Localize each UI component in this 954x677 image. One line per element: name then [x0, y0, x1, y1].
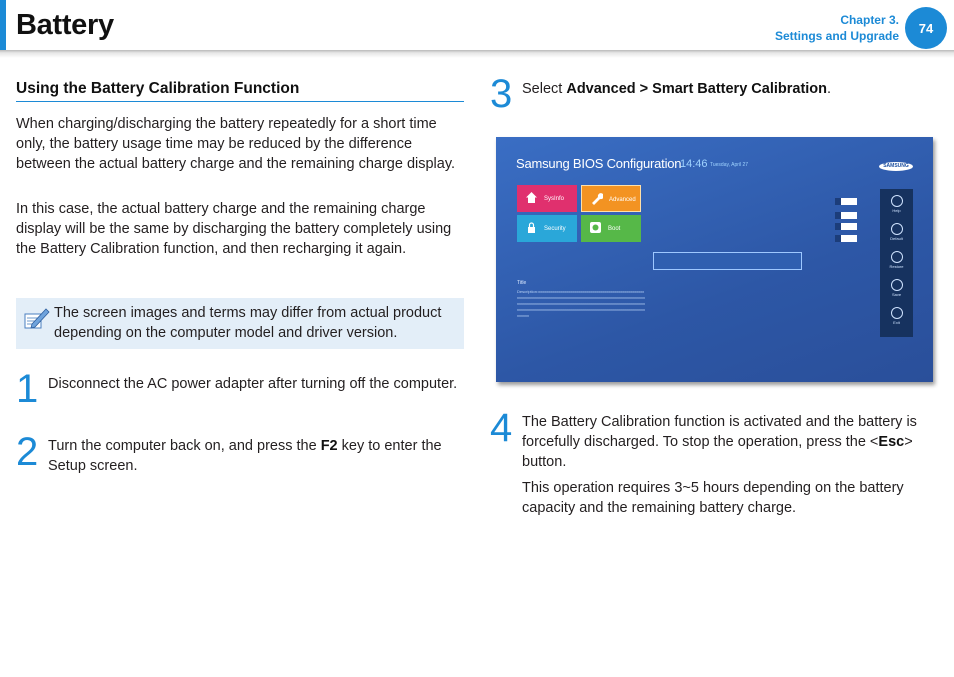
step-4-extra-text: This operation requires 3~5 hours depending on the battery capacity and the remaining battery charge.: [522, 480, 904, 516]
samsung-logo: SAMSUNG: [879, 162, 913, 171]
save-icon: [891, 279, 903, 291]
bios-tile-advanced[interactable]: Advanced: [581, 185, 641, 212]
bios-desc-text: Description:xxxxxxxxxxxxxxxxxxxxxxxxxxxxxxxxxxxxxxxxxxxxxxxxxxxxxxxxxxxxxxxxxxxxxxxxxxxxxxxxxxxxxxxxxxxxxxxxxxxxxxxxxxxxxxxxxxxxxxxxxxxxxxxxxxxxxxxxxxxxxxxxxxxxxxxxxxxxxxxxxxxxxxxxxxxxxxxxxxxxxxxxxxxxxxxxxxxxxxxxxxxxxxxxxxxxxxxxxxxxxxxxxxxxxxxxxxxxxxxxxxxxxxxxxxx: [517, 289, 645, 318]
key-f2: F2: [320, 438, 338, 454]
step-2-text: Turn the computer back on, and press the F2 key to enter the Setup screen.: [48, 438, 442, 474]
intro-paragraph-2: In this case, the actual battery charge and the remaining charge display will be the same by discharging the battery completely using the Battery Calibration function, and then recharging it again.: [16, 201, 452, 257]
bios-restore-button[interactable]: Restore: [880, 251, 913, 269]
bios-time: 14:46: [680, 158, 708, 170]
bios-help-button[interactable]: Help: [880, 195, 913, 213]
bios-toggle-1[interactable]: [835, 198, 857, 205]
bios-tile-security[interactable]: Security: [517, 215, 577, 242]
lock-icon: [525, 221, 538, 234]
menu-path: Advanced > Smart Battery Calibration: [566, 81, 828, 97]
note-box: [16, 298, 464, 349]
bios-sidebar: [880, 189, 913, 337]
bios-toggle-4[interactable]: [835, 235, 857, 242]
bios-tile-sysinfo[interactable]: SysInfo: [517, 185, 577, 212]
chapter-label: [775, 12, 899, 44]
step-1-number: 1: [16, 367, 39, 411]
chapter-number: Chapter 3.: [840, 13, 899, 27]
note-text: The screen images and terms may differ from actual product depending on the computer model and driver version.: [54, 305, 442, 341]
bios-save-button[interactable]: Save: [880, 279, 913, 297]
header-divider: [0, 50, 954, 58]
help-icon: [891, 195, 903, 207]
bios-desc-title: Title: [517, 280, 527, 286]
bios-screenshot: [496, 137, 933, 382]
bios-title: Samsung BIOS Configuration: [516, 156, 682, 171]
wrench-icon: [590, 192, 603, 205]
bios-selection-field[interactable]: [653, 252, 802, 270]
default-icon: [891, 223, 903, 235]
bios-toggle-2[interactable]: [835, 212, 857, 219]
bios-exit-button[interactable]: Exit: [880, 307, 913, 325]
power-icon: [589, 221, 602, 234]
key-esc: Esc: [878, 434, 905, 450]
step-1-text: Disconnect the AC power adapter after turning off the computer.: [48, 376, 458, 392]
section-heading: Using the Battery Calibration Function: [16, 80, 464, 102]
intro-paragraph-1: When charging/discharging the battery repeatedly for a short time only, the battery usage time may be reduced by the difference between the actual battery charge and the remaining charge display.: [16, 116, 456, 172]
bios-toggle-3[interactable]: [835, 223, 857, 230]
note-pencil-icon: [22, 306, 50, 332]
header-accent-bar: [0, 0, 6, 50]
exit-icon: [891, 307, 903, 319]
step-4-number: 4: [490, 406, 513, 450]
chapter-title: Settings and Upgrade: [774, 29, 899, 43]
step-2-number: 2: [16, 430, 39, 474]
house-icon: [525, 191, 538, 204]
restore-icon: [891, 251, 903, 263]
step-4-text: The Battery Calibration function is activated and the battery is forcefully discharged. To stop the operation, press the <Esc> button.: [522, 414, 917, 470]
bios-date: Tuesday, April 27: [710, 162, 749, 168]
step-3-text: Select Advanced > Smart Battery Calibration.: [522, 81, 832, 97]
bios-default-button[interactable]: Default: [880, 223, 913, 241]
step-3-number: 3: [490, 72, 513, 116]
bios-tile-boot[interactable]: Boot: [581, 215, 641, 242]
page-title: Battery: [16, 9, 114, 41]
page-number-badge: 74: [905, 7, 947, 49]
